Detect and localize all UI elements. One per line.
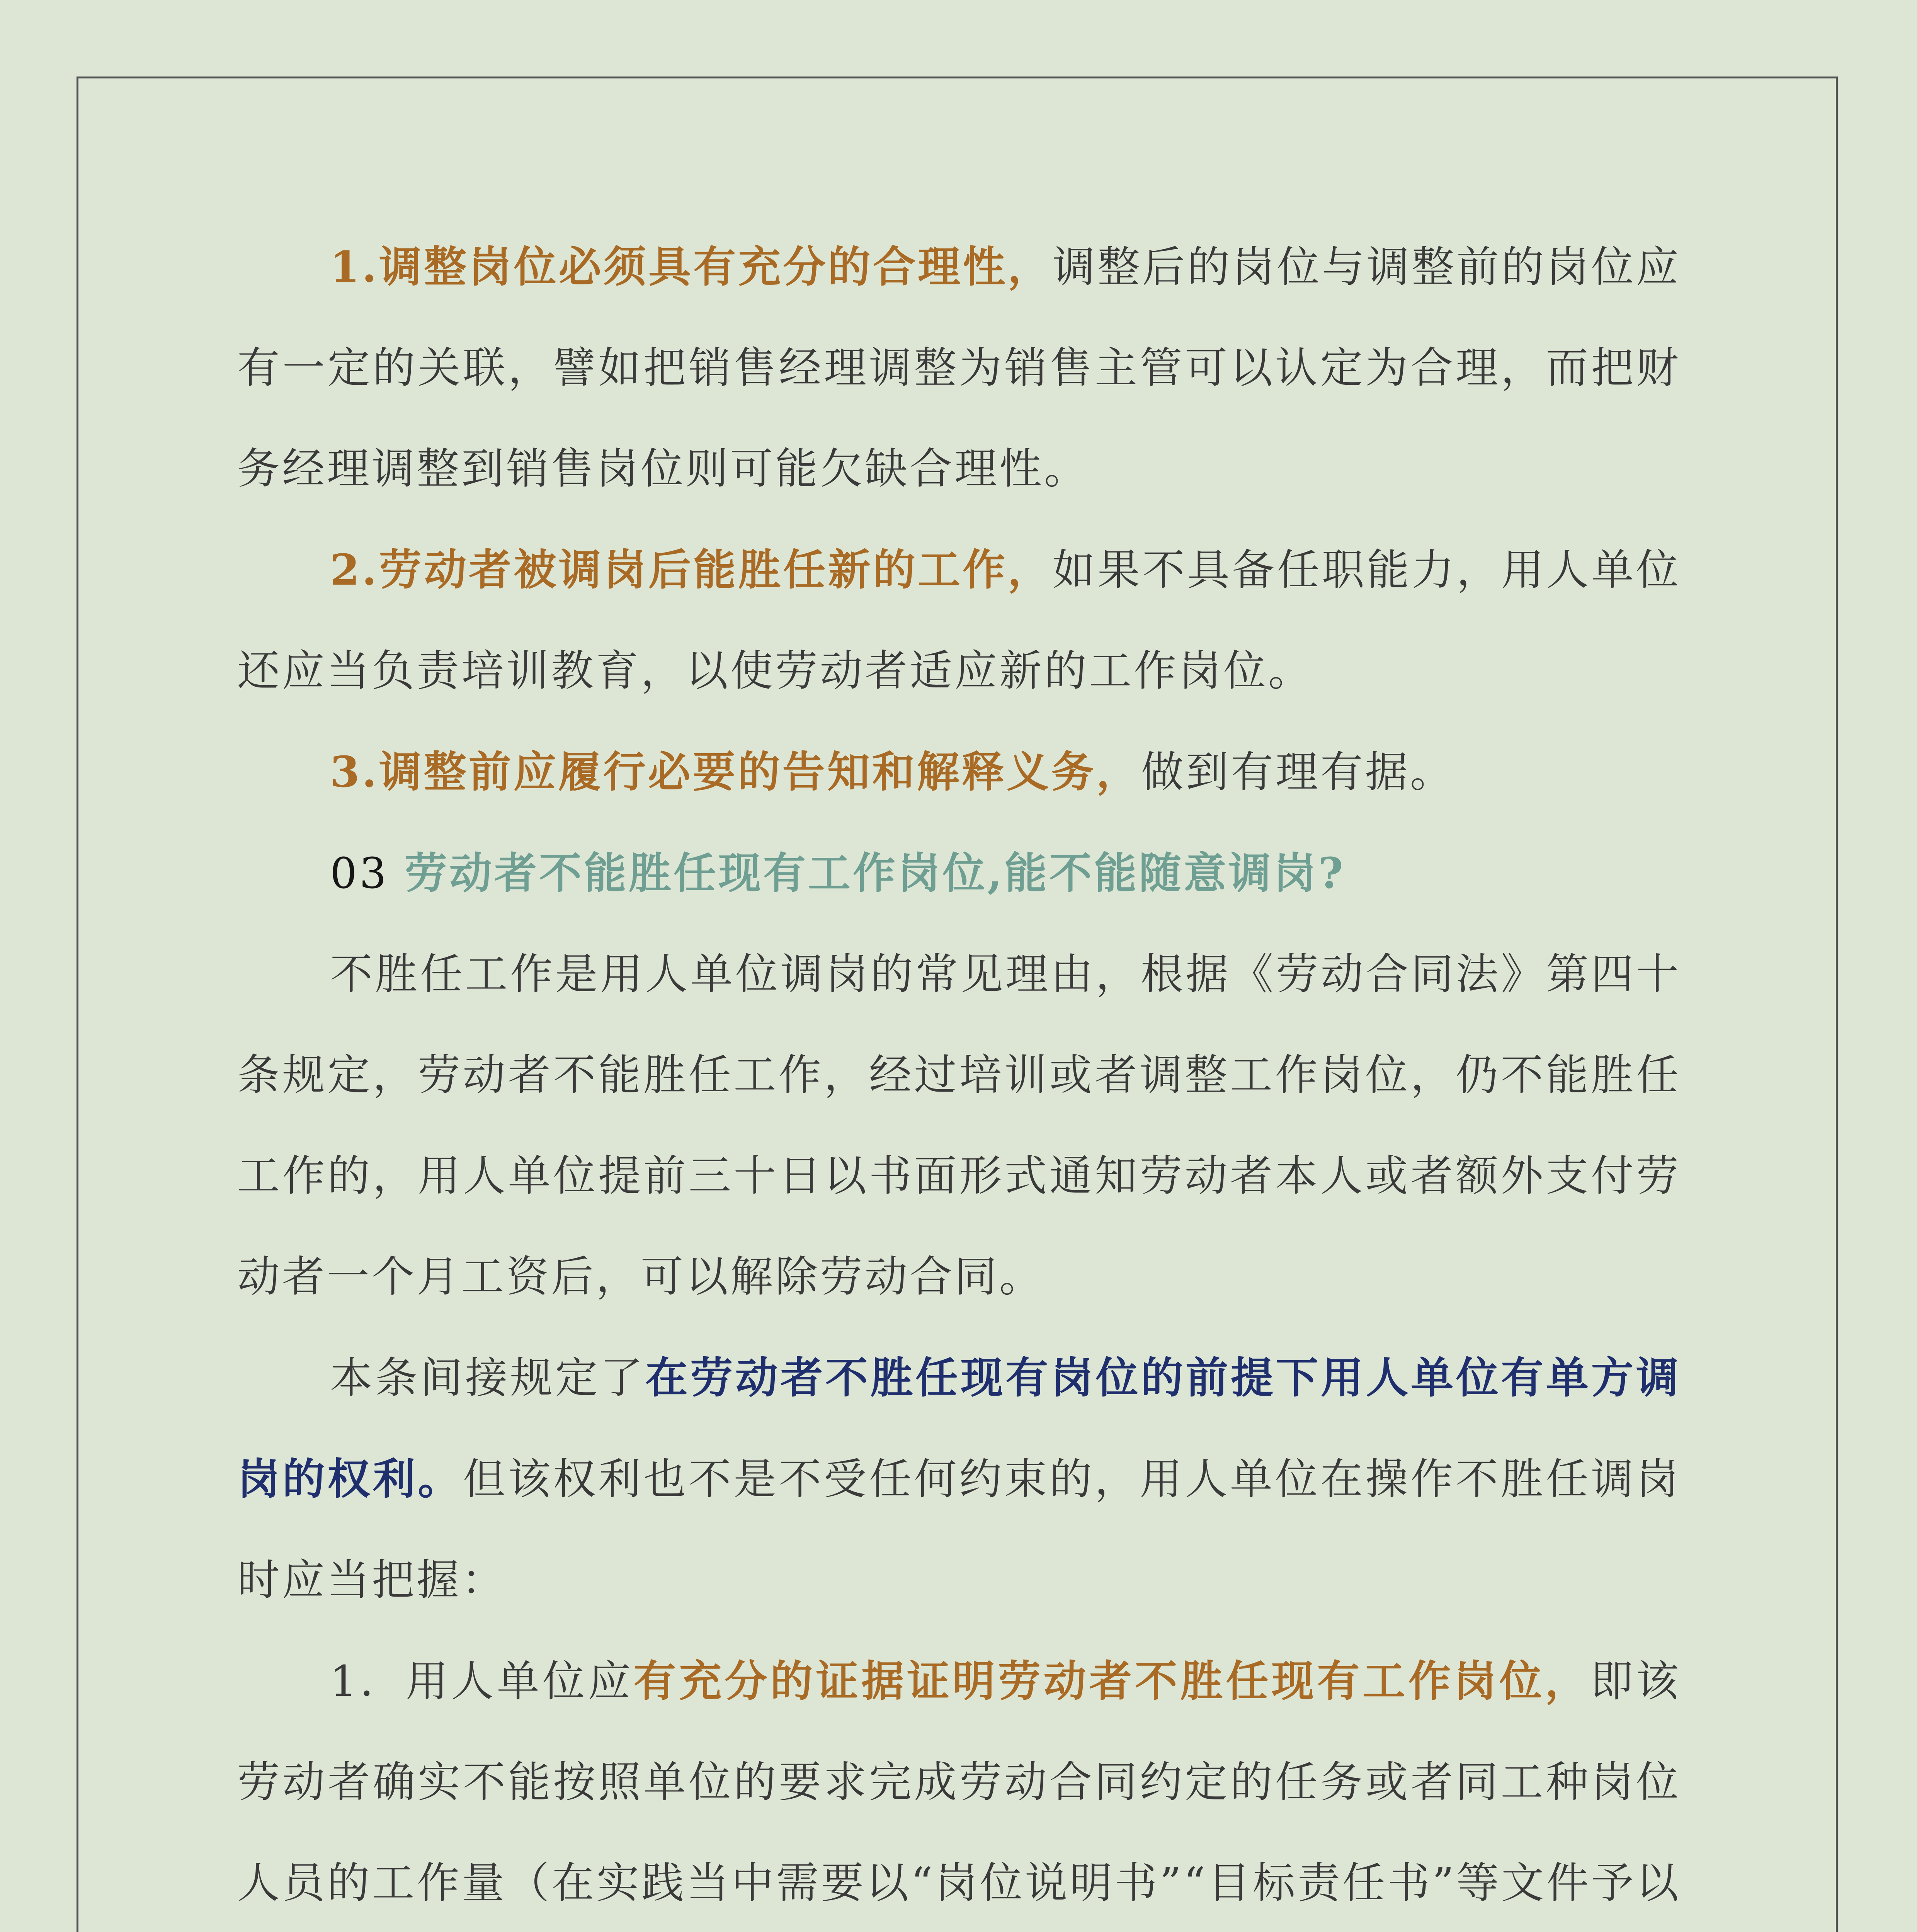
- paragraph-6: [237, 1631, 1681, 1932]
- paragraph-1: [237, 216, 1681, 519]
- paragraph-2: [237, 519, 1681, 721]
- section-title: 劳动者不能胜任现有工作岗位,能不能随意调岗?: [404, 848, 1345, 898]
- highlight-text: 调整前应履行必要的告知和解释义务，: [379, 747, 1141, 797]
- body-text: 调整后的岗位与调整前的岗位应有一定的关联，譬如把销售经理调整为销售主管可以认定为合理，而把财务经理调整到销售岗位则可能欠缺合理性。: [237, 242, 1681, 493]
- paragraph-4: [237, 924, 1681, 1327]
- body-text: 如果不具备任职能力，用人单位还应当负责培训教育，以使劳动者适应新的工作岗位。: [237, 545, 1681, 696]
- item-number: 1.: [330, 242, 379, 292]
- item-number: 3.: [330, 747, 379, 797]
- highlight-text: 调整岗位必须具有充分的合理性，: [379, 242, 1053, 292]
- highlight-text: 劳动者被调岗后能胜任新的工作，: [379, 545, 1053, 595]
- paragraph-3: [237, 721, 1681, 823]
- body-text: 但该权利也不是不受任何约束的，用人单位在操作不胜任调岗时应当把握：: [237, 1454, 1681, 1605]
- section-heading-03: [237, 823, 1681, 924]
- body-text: 做到有理有据。: [1141, 747, 1455, 797]
- body-text: 1．用人单位应: [330, 1656, 634, 1706]
- section-number: 03: [330, 849, 389, 898]
- body-text: 本条间接规定了: [330, 1353, 645, 1403]
- item-number: 2.: [330, 545, 379, 595]
- highlight-text: 有充分的证据证明劳动者不胜任现有工作岗位，: [633, 1656, 1591, 1706]
- body-text: 即该劳动者确实不能按照单位的要求完成劳动合同约定的任务或者同工种岗位人员的工作量（在实践当中需要以“岗位说明书”“目标责任书”等文件予以: [237, 1656, 1681, 1908]
- article-body: [237, 216, 1681, 1932]
- highlight-text: 在劳动者不胜任现有岗位的前提下用人单位有单方调岗的权利。: [237, 1353, 1681, 1504]
- body-text: 不胜任工作是用人单位调岗的常见理由，根据《劳动合同法》第四十条规定，劳动者不能胜任工作，经过培训或者调整工作岗位，仍不能胜任工作的，用人单位提前三十日以书面形式通知劳动者本人或者额外支付劳动者一个月工资后，可以解除劳动合同。: [237, 949, 1681, 1301]
- paragraph-5: [237, 1327, 1681, 1631]
